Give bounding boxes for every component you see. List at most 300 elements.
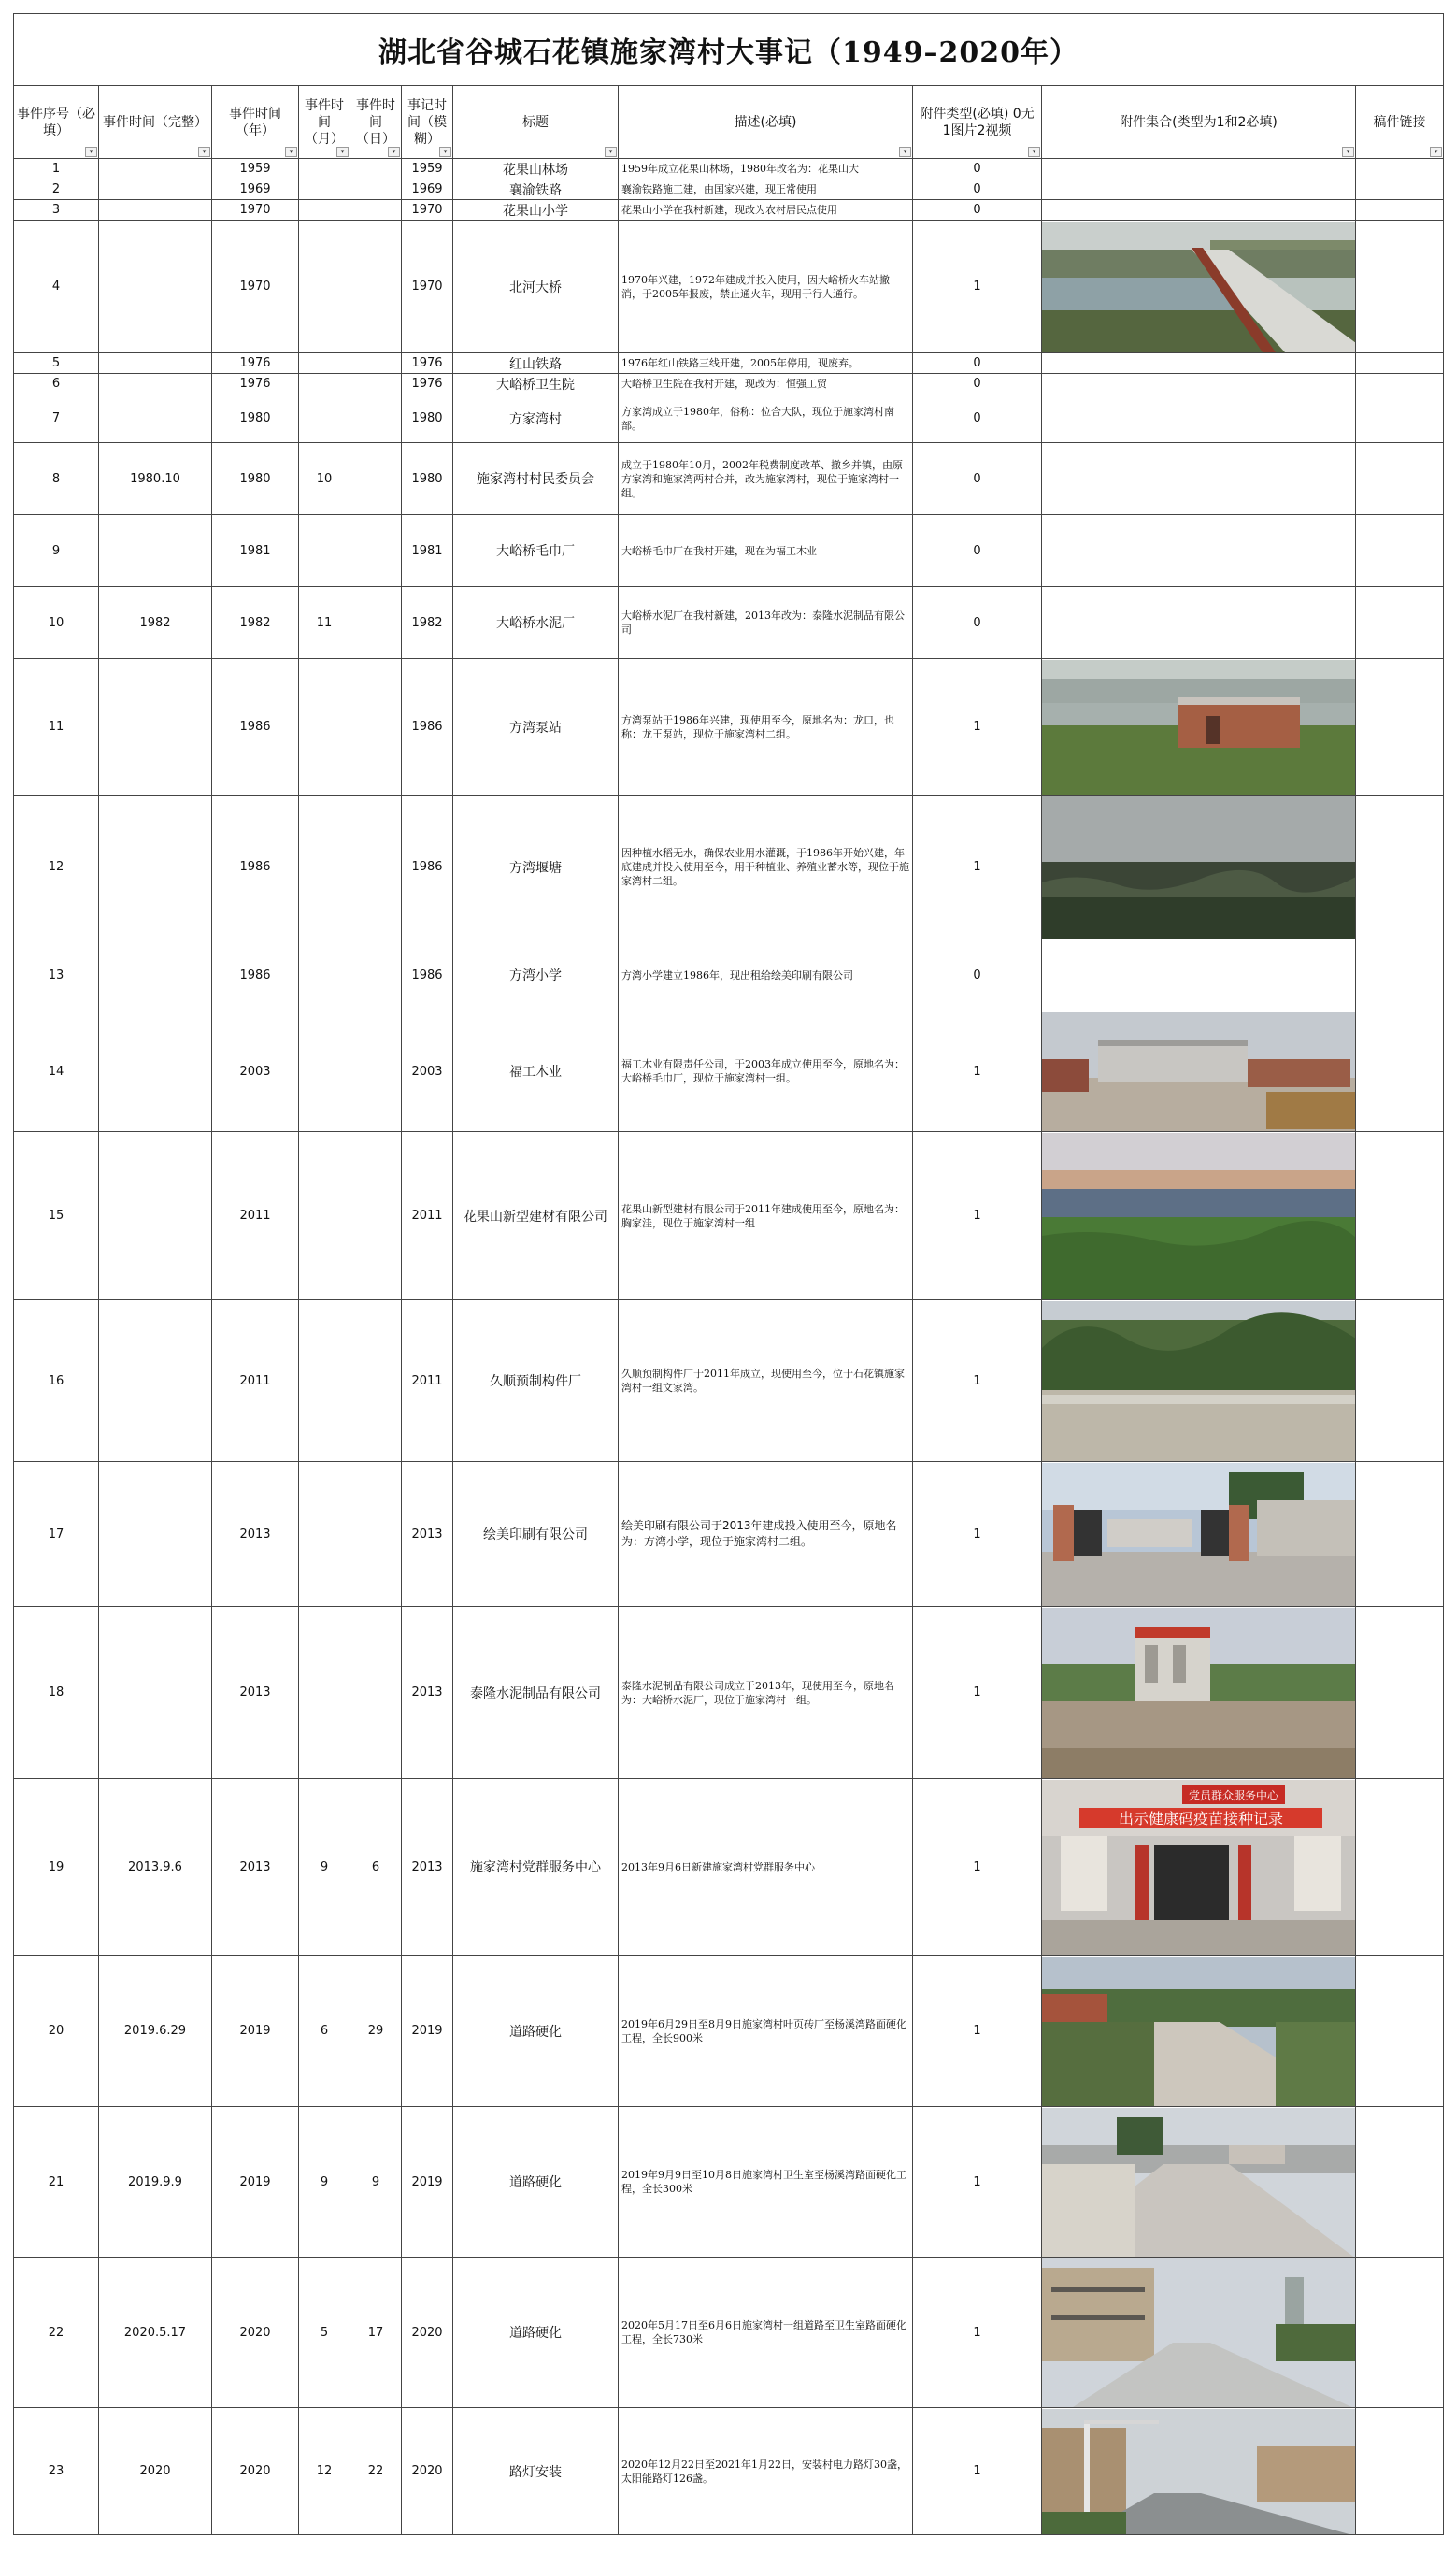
- cell-link[interactable]: [1356, 1300, 1444, 1462]
- cell-attachment-type[interactable]: 0: [913, 443, 1042, 515]
- cell-attachment-set[interactable]: [1042, 394, 1356, 443]
- cell-year[interactable]: 1959: [212, 159, 299, 179]
- cell-attachment-type[interactable]: 0: [913, 587, 1042, 659]
- cell-fuzzy-time[interactable]: 1976: [402, 374, 453, 394]
- cell-month[interactable]: [299, 796, 350, 939]
- cell-description[interactable]: 2019年9月9日至10月8日施家湾村卫生室至杨溪湾路面硬化工程，全长300米: [619, 2107, 913, 2258]
- cell-seq[interactable]: 3: [14, 200, 99, 221]
- cell-attachment-type[interactable]: 0: [913, 200, 1042, 221]
- cell-description[interactable]: 方湾泵站于1986年兴建，现使用至今，原地名为：龙口，也称：龙王泵站，现位于施家湾村二组。: [619, 659, 913, 796]
- cell-full-time[interactable]: [99, 179, 212, 200]
- cell-attachment-set[interactable]: [1042, 443, 1356, 515]
- cell-fuzzy-time[interactable]: 2019: [402, 2107, 453, 2258]
- cell-attachment-type[interactable]: 0: [913, 179, 1042, 200]
- cell-seq[interactable]: 16: [14, 1300, 99, 1462]
- header-label: 附件集合(类型为1和2必填): [1120, 114, 1278, 130]
- cell-seq[interactable]: 13: [14, 939, 99, 1011]
- cell-title[interactable]: 道路硬化: [453, 2107, 619, 2258]
- cell-title[interactable]: 方湾小学: [453, 939, 619, 1011]
- sign-text-notice: 出示健康码疫苗接种记录: [1118, 1809, 1284, 1828]
- cell-day[interactable]: [350, 515, 402, 587]
- cell-seq[interactable]: 12: [14, 796, 99, 939]
- cell-fuzzy-time[interactable]: 1970: [402, 200, 453, 221]
- cell-title[interactable]: 施家湾村村民委员会: [453, 443, 619, 515]
- cell-month[interactable]: [299, 1300, 350, 1462]
- table-row: [14, 200, 1444, 221]
- cell-link[interactable]: [1356, 179, 1444, 200]
- cell-description[interactable]: 1970年兴建，1972年建成并投入使用，因大峪桥火车站撤消，于2005年报废，禁止通火车，现用于行人通行。: [619, 221, 913, 353]
- cell-fuzzy-time[interactable]: 1980: [402, 394, 453, 443]
- cell-link[interactable]: [1356, 2258, 1444, 2408]
- cell-seq[interactable]: 22: [14, 2258, 99, 2408]
- cell-year[interactable]: 2013: [212, 1779, 299, 1956]
- cell-year[interactable]: 1980: [212, 443, 299, 515]
- cell-month[interactable]: [299, 1132, 350, 1300]
- cell-title[interactable]: 花果山林场: [453, 159, 619, 179]
- cell-title[interactable]: 大峪桥卫生院: [453, 374, 619, 394]
- cell-title[interactable]: 大峪桥毛巾厂: [453, 515, 619, 587]
- cell-attachment-set[interactable]: [1042, 2107, 1356, 2258]
- attachment-photo[interactable]: [1042, 1608, 1356, 1778]
- cell-fuzzy-time[interactable]: 2003: [402, 1011, 453, 1132]
- cell-day[interactable]: [350, 1300, 402, 1462]
- cell-attachment-type[interactable]: 0: [913, 374, 1042, 394]
- header-fuzzy-time: [402, 86, 453, 159]
- cell-description[interactable]: 2020年5月17日至6月6日施家湾村一组道路至卫生室路面硬化工程，全长730米: [619, 2258, 913, 2408]
- cell-description[interactable]: 花果山小学在我村新建，现改为农村居民点使用: [619, 200, 913, 221]
- cell-seq[interactable]: 5: [14, 353, 99, 374]
- attachment-photo[interactable]: [1042, 1463, 1356, 1606]
- cell-year[interactable]: 2013: [212, 1607, 299, 1779]
- cell-title[interactable]: 北河大桥: [453, 221, 619, 353]
- cell-seq[interactable]: 19: [14, 1779, 99, 1956]
- attachment-photo[interactable]: [1042, 1012, 1356, 1131]
- cell-seq[interactable]: 10: [14, 587, 99, 659]
- cell-year[interactable]: 1969: [212, 179, 299, 200]
- cell-full-time[interactable]: [99, 1607, 212, 1779]
- cell-title[interactable]: 泰隆水泥制品有限公司: [453, 1607, 619, 1779]
- cell-seq[interactable]: 17: [14, 1462, 99, 1607]
- cell-day[interactable]: 6: [350, 1779, 402, 1956]
- filter-dropdown-icon[interactable]: ▾: [198, 147, 210, 157]
- cell-year[interactable]: 2019: [212, 2107, 299, 2258]
- events-table: [13, 13, 1444, 2535]
- cell-full-time[interactable]: [99, 1011, 212, 1132]
- cell-fuzzy-time[interactable]: 1986: [402, 939, 453, 1011]
- cell-day[interactable]: [350, 1462, 402, 1607]
- cell-attachment-set[interactable]: [1042, 221, 1356, 353]
- cell-seq[interactable]: 1: [14, 159, 99, 179]
- cell-title[interactable]: 红山铁路: [453, 353, 619, 374]
- header-row: [14, 86, 1444, 159]
- filter-dropdown-icon[interactable]: ▾: [605, 147, 617, 157]
- cell-attachment-set[interactable]: [1042, 159, 1356, 179]
- cell-description[interactable]: 大峪桥毛巾厂在我村开建，现在为福工木业: [619, 515, 913, 587]
- filter-dropdown-icon[interactable]: ▾: [336, 147, 349, 157]
- table-row: [14, 587, 1444, 659]
- cell-year[interactable]: 1981: [212, 515, 299, 587]
- cell-attachment-set[interactable]: [1042, 796, 1356, 939]
- cell-link[interactable]: [1356, 159, 1444, 179]
- cell-title[interactable]: 大峪桥水泥厂: [453, 587, 619, 659]
- attachment-photo[interactable]: [1042, 2258, 1356, 2407]
- cell-link[interactable]: [1356, 939, 1444, 1011]
- cell-description[interactable]: 大峪桥水泥厂在我村新建，2013年改为：泰隆水泥制品有限公司: [619, 587, 913, 659]
- table-row: [14, 2408, 1444, 2535]
- cell-attachment-type[interactable]: 1: [913, 1956, 1042, 2107]
- attachment-photo[interactable]: [1042, 796, 1356, 939]
- cell-attachment-type[interactable]: 1: [913, 1607, 1042, 1779]
- cell-fuzzy-time[interactable]: 2013: [402, 1607, 453, 1779]
- cell-month[interactable]: [299, 221, 350, 353]
- cell-description[interactable]: 花果山新型建材有限公司于2011年建成使用至今，原地名为：胸家洼，现位于施家湾村一组: [619, 1132, 913, 1300]
- cell-attachment-type[interactable]: 1: [913, 1132, 1042, 1300]
- cell-attachment-type[interactable]: 1: [913, 796, 1042, 939]
- cell-fuzzy-time[interactable]: 1986: [402, 659, 453, 796]
- cell-month[interactable]: [299, 179, 350, 200]
- filter-dropdown-icon[interactable]: ▾: [1028, 147, 1040, 157]
- table-row: [14, 179, 1444, 200]
- cell-attachment-type[interactable]: 0: [913, 353, 1042, 374]
- cell-description[interactable]: 绘美印刷有限公司于2013年建成投入使用至今，原地名为：方湾小学，现位于施家湾村二组。: [619, 1462, 913, 1607]
- cell-month[interactable]: [299, 200, 350, 221]
- cell-attachment-set[interactable]: [1042, 1956, 1356, 2107]
- cell-day[interactable]: [350, 374, 402, 394]
- cell-attachment-type[interactable]: 0: [913, 515, 1042, 587]
- attachment-photo[interactable]: [1042, 1301, 1356, 1461]
- filter-dropdown-icon[interactable]: ▾: [85, 147, 97, 157]
- cell-full-time[interactable]: 2020.5.17: [99, 2258, 212, 2408]
- cell-attachment-set[interactable]: [1042, 200, 1356, 221]
- cell-day[interactable]: [350, 659, 402, 796]
- cell-attachment-type[interactable]: 1: [913, 1011, 1042, 1132]
- cell-seq[interactable]: 21: [14, 2107, 99, 2258]
- cell-attachment-type[interactable]: 1: [913, 2408, 1042, 2535]
- cell-seq[interactable]: 9: [14, 515, 99, 587]
- cell-full-time[interactable]: [99, 659, 212, 796]
- cell-attachment-set[interactable]: [1042, 374, 1356, 394]
- cell-day[interactable]: [350, 1132, 402, 1300]
- cell-month[interactable]: [299, 159, 350, 179]
- filter-dropdown-icon[interactable]: ▾: [388, 147, 400, 157]
- cell-month[interactable]: 11: [299, 587, 350, 659]
- cell-fuzzy-time[interactable]: 1981: [402, 515, 453, 587]
- cell-month[interactable]: [299, 1011, 350, 1132]
- cell-fuzzy-time[interactable]: 1980: [402, 443, 453, 515]
- cell-full-time[interactable]: [99, 374, 212, 394]
- header-label: 事记时间（模糊）: [407, 97, 447, 147]
- filter-dropdown-icon[interactable]: ▾: [439, 147, 451, 157]
- cell-description[interactable]: 久顺预制构件厂于2011年成立，现使用至今，位于石花镇施家湾村一组文家湾。: [619, 1300, 913, 1462]
- cell-title[interactable]: 方家湾村: [453, 394, 619, 443]
- cell-month[interactable]: 9: [299, 1779, 350, 1956]
- cell-month[interactable]: [299, 353, 350, 374]
- cell-full-time[interactable]: 2020: [99, 2408, 212, 2535]
- cell-description[interactable]: 方湾小学建立1986年，现出租给绘美印刷有限公司: [619, 939, 913, 1011]
- cell-full-time[interactable]: [99, 353, 212, 374]
- cell-link[interactable]: [1356, 443, 1444, 515]
- cell-year[interactable]: 1970: [212, 221, 299, 353]
- cell-fuzzy-time[interactable]: 2013: [402, 1462, 453, 1607]
- cell-title[interactable]: 绘美印刷有限公司: [453, 1462, 619, 1607]
- cell-full-time[interactable]: [99, 394, 212, 443]
- cell-link[interactable]: [1356, 1607, 1444, 1779]
- cell-full-time[interactable]: 2019.9.9: [99, 2107, 212, 2258]
- cell-title[interactable]: 久顺预制构件厂: [453, 1300, 619, 1462]
- cell-link[interactable]: [1356, 1956, 1444, 2107]
- cell-month[interactable]: [299, 659, 350, 796]
- cell-month[interactable]: 12: [299, 2408, 350, 2535]
- cell-link[interactable]: [1356, 374, 1444, 394]
- filter-dropdown-icon[interactable]: ▾: [899, 147, 911, 157]
- cell-month[interactable]: [299, 1462, 350, 1607]
- cell-attachment-set[interactable]: [1042, 1132, 1356, 1300]
- cell-month[interactable]: [299, 939, 350, 1011]
- cell-day[interactable]: [350, 443, 402, 515]
- cell-seq[interactable]: 4: [14, 221, 99, 353]
- attachment-photo[interactable]: [1042, 2108, 1356, 2257]
- cell-year[interactable]: 2019: [212, 1956, 299, 2107]
- cell-fuzzy-time[interactable]: 1982: [402, 587, 453, 659]
- cell-month[interactable]: 9: [299, 2107, 350, 2258]
- cell-year[interactable]: 1986: [212, 796, 299, 939]
- cell-seq[interactable]: 2: [14, 179, 99, 200]
- attachment-photo[interactable]: [1042, 660, 1356, 795]
- cell-fuzzy-time[interactable]: 2020: [402, 2408, 453, 2535]
- filter-dropdown-icon[interactable]: ▾: [285, 147, 297, 157]
- cell-title[interactable]: 花果山新型建材有限公司: [453, 1132, 619, 1300]
- cell-month[interactable]: 5: [299, 2258, 350, 2408]
- cell-full-time[interactable]: [99, 200, 212, 221]
- cell-title[interactable]: 施家湾村党群服务中心: [453, 1779, 619, 1956]
- cell-day[interactable]: [350, 179, 402, 200]
- cell-description[interactable]: 1976年红山铁路三线开建，2005年停用，现废弃。: [619, 353, 913, 374]
- cell-year[interactable]: 1986: [212, 659, 299, 796]
- cell-link[interactable]: [1356, 353, 1444, 374]
- cell-year[interactable]: 2020: [212, 2408, 299, 2535]
- cell-month[interactable]: 10: [299, 443, 350, 515]
- attachment-photo[interactable]: [1042, 2409, 1356, 2534]
- header-label: 描述(必填): [734, 114, 797, 130]
- cell-fuzzy-time[interactable]: 2011: [402, 1300, 453, 1462]
- cell-day[interactable]: [350, 796, 402, 939]
- cell-attachment-set[interactable]: [1042, 1011, 1356, 1132]
- header-seq: [14, 86, 99, 159]
- cell-attachment-type[interactable]: 1: [913, 1779, 1042, 1956]
- header-year: [212, 86, 299, 159]
- sign-text-center: 党员群众服务中心: [1188, 1788, 1279, 1802]
- cell-full-time[interactable]: [99, 1132, 212, 1300]
- cell-year[interactable]: 2020: [212, 2258, 299, 2408]
- cell-seq[interactable]: 14: [14, 1011, 99, 1132]
- cell-year[interactable]: 2011: [212, 1132, 299, 1300]
- cell-day[interactable]: 17: [350, 2258, 402, 2408]
- cell-full-time[interactable]: [99, 515, 212, 587]
- cell-full-time[interactable]: 2013.9.6: [99, 1779, 212, 1956]
- cell-attachment-type[interactable]: 1: [913, 2258, 1042, 2408]
- cell-attachment-set[interactable]: [1042, 2408, 1356, 2535]
- cell-day[interactable]: [350, 1607, 402, 1779]
- cell-year[interactable]: 1982: [212, 587, 299, 659]
- cell-link[interactable]: [1356, 587, 1444, 659]
- cell-title[interactable]: 道路硬化: [453, 2258, 619, 2408]
- cell-day[interactable]: [350, 939, 402, 1011]
- cell-attachment-type[interactable]: 1: [913, 1300, 1042, 1462]
- cell-description[interactable]: 福工木业有限责任公司，于2003年成立使用至今，原地名为：大峪桥毛巾厂，现位于施家湾村一组。: [619, 1011, 913, 1132]
- cell-year[interactable]: 1970: [212, 200, 299, 221]
- cell-link[interactable]: [1356, 796, 1444, 939]
- cell-description[interactable]: 方家湾成立于1980年，俗称：位合大队，现位于施家湾村南部。: [619, 394, 913, 443]
- cell-day[interactable]: [350, 159, 402, 179]
- cell-day[interactable]: [350, 1011, 402, 1132]
- cell-seq[interactable]: 11: [14, 659, 99, 796]
- cell-year[interactable]: 1976: [212, 374, 299, 394]
- cell-seq[interactable]: 23: [14, 2408, 99, 2535]
- cell-month[interactable]: [299, 374, 350, 394]
- cell-fuzzy-time[interactable]: 1986: [402, 796, 453, 939]
- cell-full-time[interactable]: [99, 221, 212, 353]
- cell-title[interactable]: 襄渝铁路: [453, 179, 619, 200]
- cell-year[interactable]: 2013: [212, 1462, 299, 1607]
- cell-attachment-type[interactable]: 0: [913, 159, 1042, 179]
- header-label: 事件序号（必填）: [17, 106, 95, 138]
- attachment-photo[interactable]: [1042, 222, 1356, 352]
- cell-link[interactable]: [1356, 1011, 1444, 1132]
- attachment-photo[interactable]: [1042, 1780, 1356, 1955]
- cell-description[interactable]: 2013年9月6日新建施家湾村党群服务中心: [619, 1779, 913, 1956]
- cell-year[interactable]: 1980: [212, 394, 299, 443]
- cell-attachment-set[interactable]: [1042, 179, 1356, 200]
- cell-full-time[interactable]: 1982: [99, 587, 212, 659]
- cell-month[interactable]: 6: [299, 1956, 350, 2107]
- cell-attachment-type[interactable]: 1: [913, 1462, 1042, 1607]
- cell-link[interactable]: [1356, 515, 1444, 587]
- cell-attachment-set[interactable]: [1042, 1779, 1356, 1956]
- cell-description[interactable]: 成立于1980年10月，2002年税费制度改革、撤乡并镇，由原方家湾和施家湾两村合并，改为施家湾村，现位于施家湾村一组。: [619, 443, 913, 515]
- cell-day[interactable]: 29: [350, 1956, 402, 2107]
- cell-fuzzy-time[interactable]: 2011: [402, 1132, 453, 1300]
- cell-link[interactable]: [1356, 221, 1444, 353]
- cell-seq[interactable]: 6: [14, 374, 99, 394]
- cell-link[interactable]: [1356, 2107, 1444, 2258]
- cell-attachment-type[interactable]: 0: [913, 394, 1042, 443]
- cell-link[interactable]: [1356, 1779, 1444, 1956]
- cell-link[interactable]: [1356, 1462, 1444, 1607]
- cell-day[interactable]: [350, 394, 402, 443]
- cell-full-time[interactable]: [99, 796, 212, 939]
- attachment-photo[interactable]: [1042, 1133, 1356, 1299]
- cell-year[interactable]: 2011: [212, 1300, 299, 1462]
- cell-attachment-type[interactable]: 1: [913, 659, 1042, 796]
- cell-description[interactable]: 襄渝铁路施工建，由国家兴建，现正常使用: [619, 179, 913, 200]
- cell-day[interactable]: 22: [350, 2408, 402, 2535]
- cell-fuzzy-time[interactable]: 2020: [402, 2258, 453, 2408]
- cell-year[interactable]: 1976: [212, 353, 299, 374]
- cell-attachment-set[interactable]: [1042, 1607, 1356, 1779]
- cell-fuzzy-time[interactable]: 2019: [402, 1956, 453, 2107]
- header-day: [350, 86, 402, 159]
- cell-attachment-set[interactable]: [1042, 1462, 1356, 1607]
- cell-month[interactable]: [299, 1607, 350, 1779]
- cell-attachment-set[interactable]: [1042, 353, 1356, 374]
- cell-month[interactable]: [299, 394, 350, 443]
- cell-title[interactable]: 方湾泵站: [453, 659, 619, 796]
- cell-seq[interactable]: 15: [14, 1132, 99, 1300]
- spreadsheet: [13, 13, 1443, 2535]
- attachment-photo[interactable]: [1042, 1957, 1356, 2106]
- cell-description[interactable]: 2019年6月29日至8月9日施家湾村叶页砖厂至杨溪湾路面硬化工程，全长900米: [619, 1956, 913, 2107]
- cell-full-time[interactable]: 1980.10: [99, 443, 212, 515]
- cell-link[interactable]: [1356, 2408, 1444, 2535]
- table-row: [14, 443, 1444, 515]
- table-row: [14, 353, 1444, 374]
- cell-description[interactable]: 因种植水稻无水，确保农业用水灌溉，于1986年开始兴建，年底建成并投入使用至今，用于种植业、养殖业蓄水等，现位于施家湾村二组。: [619, 796, 913, 939]
- cell-attachment-set[interactable]: [1042, 659, 1356, 796]
- cell-full-time[interactable]: [99, 1300, 212, 1462]
- cell-fuzzy-time[interactable]: 1976: [402, 353, 453, 374]
- cell-day[interactable]: 9: [350, 2107, 402, 2258]
- cell-day[interactable]: [350, 353, 402, 374]
- cell-description[interactable]: 2020年12月22日至2021年1月22日，安装村电力路灯30盏，太阳能路灯126盏。: [619, 2408, 913, 2535]
- cell-seq[interactable]: 7: [14, 394, 99, 443]
- cell-description[interactable]: 1959年成立花果山林场，1980年改名为：花果山大: [619, 159, 913, 179]
- header-label: 附件类型(必填) 0无1图片2视频: [920, 106, 1035, 138]
- cell-fuzzy-time[interactable]: 1959: [402, 159, 453, 179]
- cell-link[interactable]: [1356, 394, 1444, 443]
- cell-full-time[interactable]: [99, 1462, 212, 1607]
- cell-seq[interactable]: 20: [14, 1956, 99, 2107]
- cell-month[interactable]: [299, 515, 350, 587]
- cell-full-time[interactable]: 2019.6.29: [99, 1956, 212, 2107]
- cell-description[interactable]: 泰隆水泥制品有限公司成立于2013年，现使用至今，原地名为：大峪桥水泥厂，现位于施家湾村一组。: [619, 1607, 913, 1779]
- cell-link[interactable]: [1356, 1132, 1444, 1300]
- cell-attachment-set[interactable]: [1042, 587, 1356, 659]
- cell-link[interactable]: [1356, 200, 1444, 221]
- cell-fuzzy-time[interactable]: 1969: [402, 179, 453, 200]
- cell-title[interactable]: 花果山小学: [453, 200, 619, 221]
- cell-day[interactable]: [350, 200, 402, 221]
- cell-day[interactable]: [350, 221, 402, 353]
- cell-title[interactable]: 方湾堰塘: [453, 796, 619, 939]
- cell-title[interactable]: 福工木业: [453, 1011, 619, 1132]
- filter-dropdown-icon[interactable]: ▾: [1342, 147, 1354, 157]
- cell-link[interactable]: [1356, 659, 1444, 796]
- cell-seq[interactable]: 8: [14, 443, 99, 515]
- cell-title[interactable]: 道路硬化: [453, 1956, 619, 2107]
- cell-description[interactable]: 大峪桥卫生院在我村开建，现改为：恒强工贸: [619, 374, 913, 394]
- cell-fuzzy-time[interactable]: 1970: [402, 221, 453, 353]
- header-label: 事件时间（日）: [356, 97, 395, 147]
- header-title: [453, 86, 619, 159]
- cell-year[interactable]: 2003: [212, 1011, 299, 1132]
- filter-dropdown-icon[interactable]: ▾: [1430, 147, 1442, 157]
- cell-full-time[interactable]: [99, 939, 212, 1011]
- cell-seq[interactable]: 18: [14, 1607, 99, 1779]
- cell-attachment-set[interactable]: [1042, 1300, 1356, 1462]
- cell-attachment-type[interactable]: 0: [913, 939, 1042, 1011]
- cell-fuzzy-time[interactable]: 2013: [402, 1779, 453, 1956]
- cell-full-time[interactable]: [99, 159, 212, 179]
- cell-year[interactable]: 1986: [212, 939, 299, 1011]
- cell-attachment-set[interactable]: [1042, 2258, 1356, 2408]
- cell-attachment-set[interactable]: [1042, 939, 1356, 1011]
- cell-attachment-set[interactable]: [1042, 515, 1356, 587]
- cell-attachment-type[interactable]: 1: [913, 2107, 1042, 2258]
- table-row: [14, 939, 1444, 1011]
- cell-title[interactable]: 路灯安装: [453, 2408, 619, 2535]
- cell-attachment-type[interactable]: 1: [913, 221, 1042, 353]
- cell-day[interactable]: [350, 587, 402, 659]
